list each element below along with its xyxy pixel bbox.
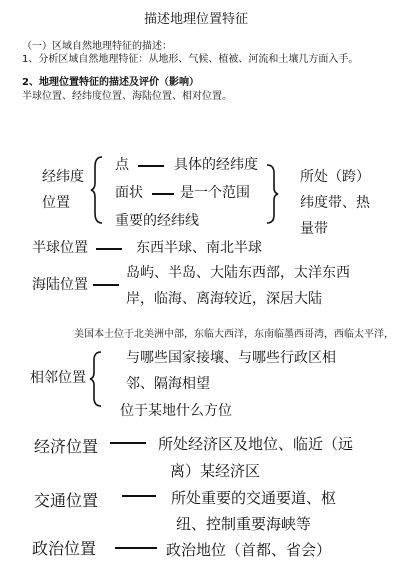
- area-label: 面状: [115, 185, 143, 201]
- political-dash: [115, 547, 157, 549]
- latlon-label-line1: 经纬度: [42, 169, 84, 185]
- important-lines: 重要的经纬线: [115, 213, 199, 229]
- landsea-desc-line1: 岛屿、半岛、大陆东西部，太洋东西: [126, 265, 350, 281]
- area-dash: [152, 193, 174, 195]
- latlon-right-line3: 量带: [300, 221, 328, 237]
- point-desc: 具体的经纬度: [174, 157, 258, 173]
- neighbor-line1: 与哪些国家接壤、与哪些行政区相: [126, 350, 336, 366]
- neighbor-label: 相邻位置: [30, 370, 86, 386]
- section2-subheading: 半球位置、经纬度位置、海陆位置、相对位置。: [22, 91, 232, 102]
- point-dash: [138, 165, 164, 167]
- example-note: 美国本土位于北美洲中部，东临大西洋，东南临墨西哥湾，西临太平洋，: [74, 329, 394, 340]
- section1-heading: （一）区域自然地理特征的描述：: [22, 41, 172, 52]
- economic-line2: 离）某经济区: [170, 462, 261, 480]
- economic-dash: [110, 442, 146, 444]
- economic-label: 经济位置: [34, 437, 99, 456]
- traffic-line2: 纽、控制重要海峡等: [176, 515, 312, 533]
- landsea-dash: [93, 284, 119, 286]
- hemisphere-label: 半球位置: [32, 240, 88, 256]
- traffic-label: 交通位置: [34, 491, 99, 510]
- neighbor-line3: 位于某地什么方位: [120, 403, 232, 419]
- latlon-right-line2: 纬度带、热: [300, 195, 370, 211]
- page-title: 描述地理位置特征: [144, 12, 249, 27]
- neighbor-brace-icon: [89, 350, 103, 408]
- hemisphere-dash: [96, 248, 122, 250]
- political-label: 政治位置: [32, 539, 97, 558]
- section2-heading: 2、地理位置特征的描述及评价（影响）: [22, 77, 199, 88]
- section1-item: 1、分析区域自然地理特征：从地形、气候、植被、河流和土壤几方面入手。: [22, 54, 359, 65]
- hemisphere-desc: 东西半球、南北半球: [136, 240, 262, 256]
- political-desc: 政治地位（首都、省会）: [166, 541, 332, 559]
- point-label: 点: [115, 157, 129, 173]
- traffic-dash: [122, 495, 156, 497]
- left-brace-icon: [90, 155, 104, 225]
- latlon-right-line1: 所处（跨）: [300, 169, 370, 185]
- economic-line1: 所处经济区及地位、临近（远: [158, 435, 354, 453]
- traffic-line1: 所处重要的交通要道、枢: [171, 489, 337, 507]
- latlon-label-line2: 位置: [42, 195, 70, 211]
- area-desc: 是一个范围: [180, 185, 250, 201]
- right-brace-icon: [265, 163, 279, 225]
- landsea-label: 海陆位置: [32, 277, 88, 293]
- landsea-desc-line2: 岸，临海、离海较近，深居大陆: [126, 291, 322, 307]
- neighbor-line2: 邻、隔海相望: [126, 376, 210, 392]
